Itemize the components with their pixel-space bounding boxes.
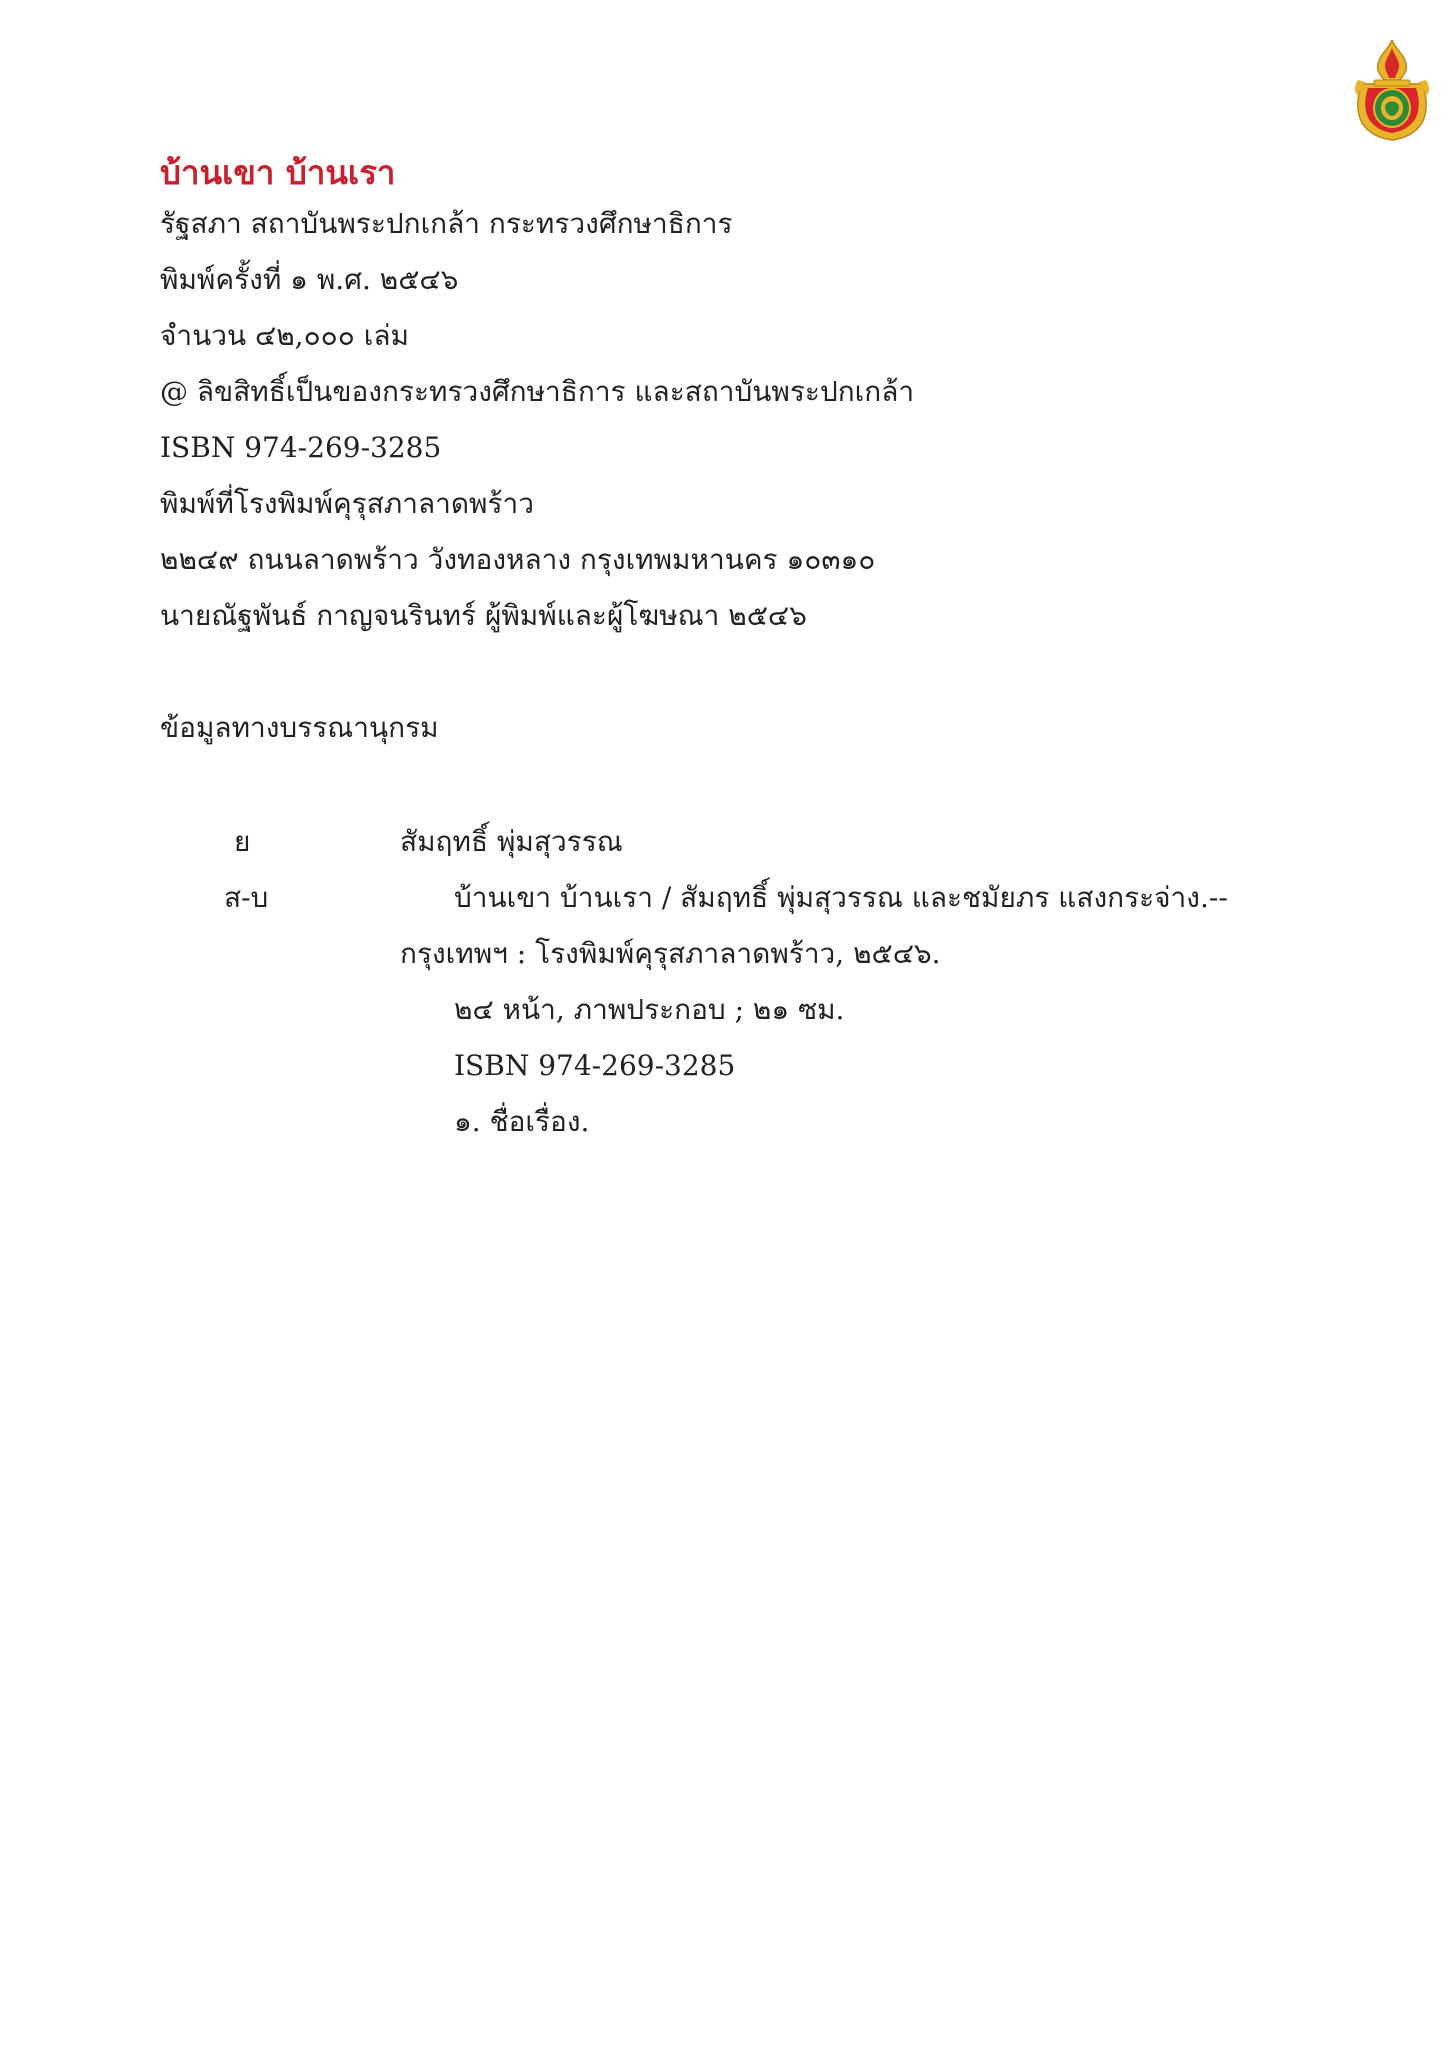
catalog-author-label: ย: [234, 825, 251, 858]
copyright-line: @ ลิขสิทธิ์เป็นของกระทรวงศึกษาธิการ และสถาบันพระปกเกล้า: [160, 375, 915, 408]
catalog-title-line2: กรุงเทพฯ : โรงพิมพ์คุรุสภาลาดพร้าว, ๒๕๔๖.: [400, 937, 941, 970]
document-title: บ้านเขา บ้านเรา: [160, 153, 396, 192]
catalog-title-line1: บ้านเขา บ้านเรา / สัมฤทธิ์ พุ่มสุวรรณ และชมัยภร แสงกระจ่าง.--: [454, 881, 1228, 914]
isbn-line: ISBN 974-269-3285: [160, 431, 442, 464]
ministry-emblem-icon: [1354, 40, 1430, 142]
printer-line: พิมพ์ที่โรงพิมพ์คุรุสภาลาดพร้าว: [160, 487, 534, 520]
edition-line: พิมพ์ครั้งที่ ๑ พ.ศ. ๒๕๔๖: [160, 263, 459, 296]
print-run-line: จำนวน ๔๒,๐๐๐ เล่ม: [160, 319, 409, 352]
catalog-pages: ๒๔ หน้า, ภาพประกอบ ; ๒๑ ซม.: [454, 993, 845, 1026]
catalog-title-label: ส-บ: [224, 881, 269, 914]
catalog-isbn: ISBN 974-269-3285: [454, 1049, 736, 1082]
catalog-heading: ข้อมูลทางบรรณานุกรม: [160, 711, 439, 744]
publisher-name-line: นายณัฐพันธ์ กาญจนรินทร์ ผู้พิมพ์และผู้โฆษณา ๒๕๔๖: [160, 599, 807, 632]
catalog-author: สัมฤทธิ์ พุ่มสุวรรณ: [400, 825, 623, 858]
address-line: ๒๒๔๙ ถนนลาดพร้าว วังทองหลาง กรุงเทพมหานคร ๑๐๓๑๐: [160, 543, 876, 576]
publisher-line: รัฐสภา สถาบันพระปกเกล้า กระทรวงศึกษาธิการ: [160, 207, 733, 240]
catalog-subject: ๑. ชื่อเรื่อง.: [454, 1105, 590, 1138]
